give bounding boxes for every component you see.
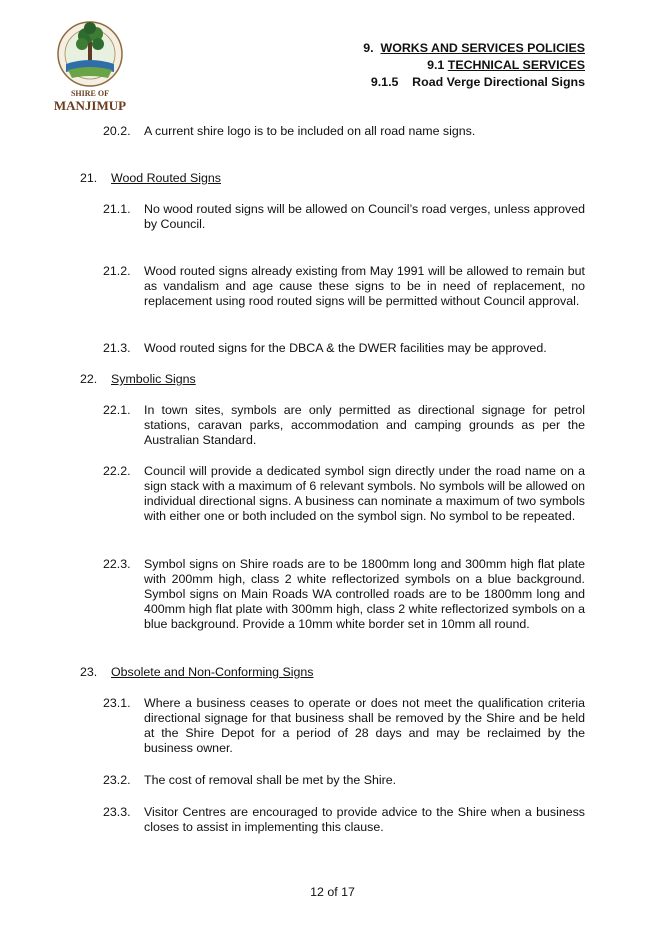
- logo-text-bottom: MANJIMUP: [53, 98, 127, 113]
- clause-number: 23.3.: [103, 805, 131, 819]
- shire-logo-emblem: [52, 14, 134, 114]
- clause-number: 22.1.: [103, 403, 131, 417]
- clause-text: Council will provide a dedicated symbol sign directly under the road name on a sign stack with a maximum of 6 relevant symbols. No symbols will be allowed on individual directional signs. A business can nominate a maximum of two symbols with either one or both included on the symbol sign. No symbol to be repeated.: [144, 464, 585, 523]
- clause-number: 22.2.: [103, 464, 131, 478]
- header-line-1: [363, 41, 585, 55]
- section-title: Obsolete and Non-Conforming Signs: [111, 665, 314, 679]
- clause-text: No wood routed signs will be allowed on Council’s road verges, unless approved by Council.: [144, 202, 585, 231]
- header-line-2: [427, 58, 585, 72]
- clause-text: Visitor Centres are encouraged to provide advice to the Shire when a business closes to assist in implementing this clause.: [144, 805, 585, 834]
- clause-text: Where a business ceases to operate or does not meet the qualification criteria directional signage for that business shall be removed by the Shire and be held at the Shire Depot for a period of 28 days and may be reclaimed by the business owner.: [144, 696, 585, 755]
- clause-number: 21.2.: [103, 264, 131, 278]
- section-number: 23.: [80, 665, 98, 679]
- header-subsection-title: TECHNICAL SERVICES: [447, 58, 585, 72]
- section-number: 21.: [80, 171, 98, 185]
- logo-text-top: SHIRE OF: [70, 89, 110, 98]
- header-section-title: WORKS AND SERVICES POLICIES: [380, 41, 585, 55]
- section-title: Symbolic Signs: [111, 372, 196, 386]
- section-title: Wood Routed Signs: [111, 171, 221, 185]
- header-policy-title: 9.1.5 Road Verge Directional Signs: [370, 75, 585, 89]
- clause-number: 23.2.: [103, 773, 131, 787]
- clause-number: 21.3.: [103, 341, 131, 355]
- clause-number: 22.3.: [103, 557, 131, 571]
- clause-number: 20.2.: [103, 124, 131, 138]
- clause-text: In town sites, symbols are only permitted as directional signage for petrol stations, caravan parks, accommodation and camping grounds as per the Australian Standard.: [144, 403, 585, 447]
- clause-text: A current shire logo is to be included on all road name signs.: [144, 124, 476, 138]
- clause-number: 23.1.: [103, 696, 131, 710]
- clause-text: Symbol signs on Shire roads are to be 1800mm long and 300mm high flat plate with 200mm high, class 2 white reflectorized symbols on a blue background. Symbol signs on Main Roads WA controlled roads are to be 1800mm long and 400mm high flat plate with 300mm high, class 2 white reflectorized symbols on a blue background. Provide a 10mm white border set in 10mm all round.: [144, 557, 585, 631]
- clause-text: Wood routed signs already existing from May 1991 will be allowed to remain but as vandalism and age cause these signs to be in need of replacement, no replacement using rood routed signs will be permitted without Council approval.: [144, 264, 585, 308]
- header-subsection-number: 9.1: [427, 58, 445, 72]
- clause-text: The cost of removal shall be met by the Shire.: [144, 773, 397, 787]
- header-section-number: 9.: [363, 41, 374, 55]
- section-number: 22.: [80, 372, 98, 386]
- clause-text: Wood routed signs for the DBCA & the DWER facilities may be approved.: [144, 341, 547, 355]
- shire-logo: [52, 14, 134, 114]
- page-number: 12 of 17: [310, 885, 355, 899]
- clause-number: 21.1.: [103, 202, 131, 216]
